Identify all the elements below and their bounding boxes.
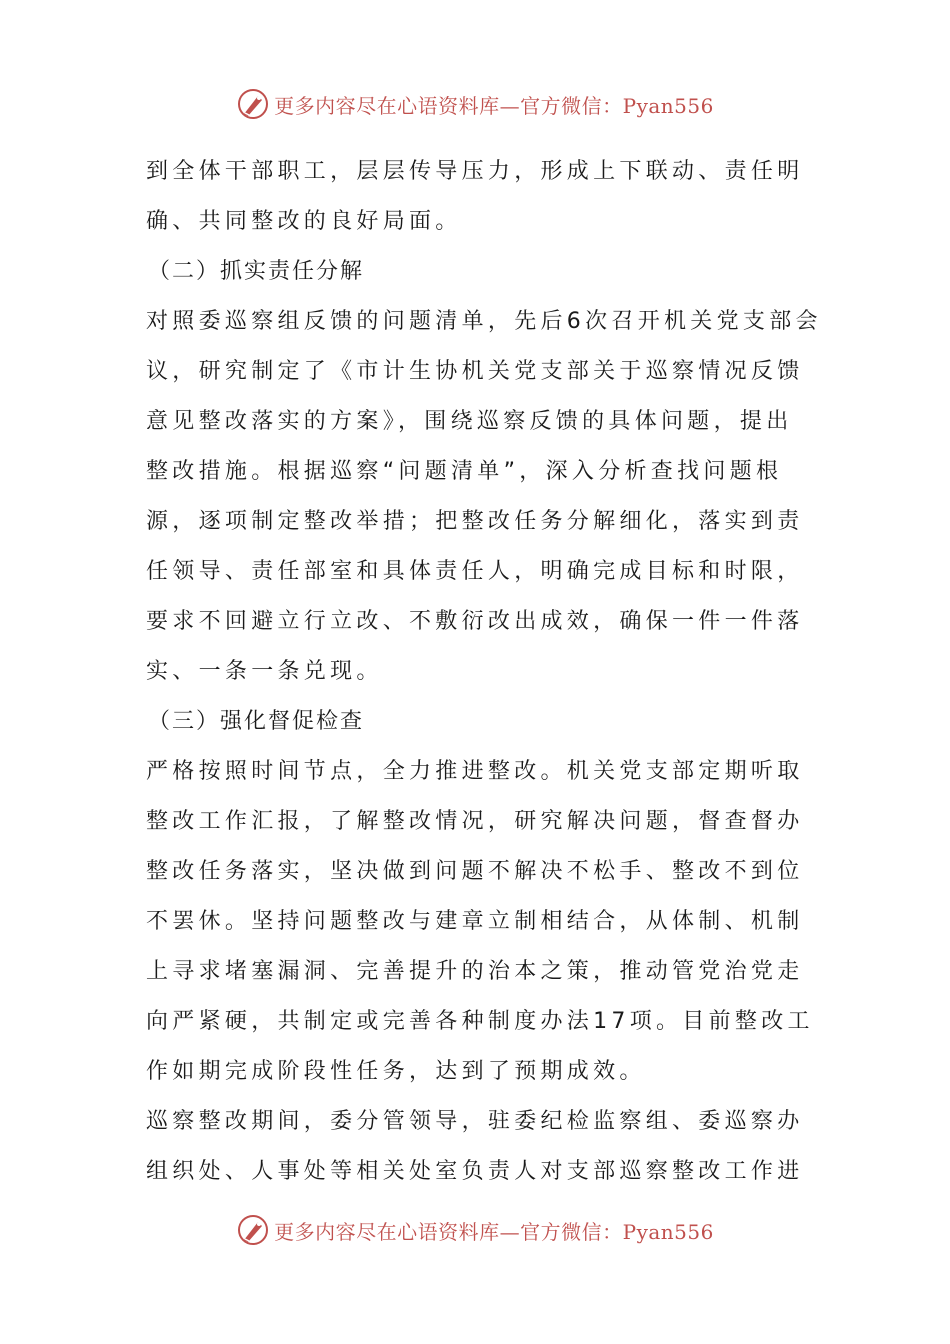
body-line: 整改措施。根据巡察“问题清单”，深入分析查找问题根 (146, 459, 783, 484)
body-line: 实、一条一条兑现。 (146, 659, 383, 684)
pen-nib-logo-icon (236, 1213, 270, 1247)
body-line: 议，研究制定了《市计生协机关党支部关于巡察情况反馈 (146, 359, 804, 384)
body-line: 整改工作汇报，了解整改情况，研究解决问题，督查督办 (146, 809, 804, 834)
section-heading: （三）强化督促检查 (148, 709, 365, 734)
pen-nib-logo-icon (236, 87, 270, 121)
document-body (146, 147, 822, 1197)
body-line: 不罢休。坚持问题整改与建章立制相结合，从体制、机制 (146, 909, 804, 934)
body-line: 意见整改落实的方案》，围绕巡察反馈的具体问题，提出 (146, 409, 793, 434)
body-line: 巡察整改期间，委分管领导，驻委纪检监察组、委巡察办 (146, 1109, 804, 1134)
body-line: 整改任务落实，坚决做到问题不解决不松手、整改不到位 (146, 859, 804, 884)
body-line: 组织处、人事处等相关处室负责人对支部巡察整改工作进 (146, 1159, 804, 1184)
body-line: 严格按照时间节点，全力推进整改。机关党支部定期听取 (146, 759, 804, 784)
section-heading: （二）抓实责任分解 (148, 259, 365, 284)
footer-banner-text: 更多内容尽在心语资料库—官方微信：Pyan556 (274, 1219, 714, 1244)
body-line: 要求不回避立行立改、不敷衍改出成效，确保一件一件落 (146, 609, 804, 634)
header-banner-text: 更多内容尽在心语资料库—官方微信：Pyan556 (274, 93, 714, 118)
body-line: 作如期完成阶段性任务，达到了预期成效。 (146, 1059, 646, 1084)
footer-banner (0, 1210, 950, 1250)
body-line: 到全体干部职工，层层传导压力，形成上下联动、责任明 (146, 159, 804, 184)
body-line: 对照委巡察组反馈的问题清单，先后6次召开机关党支部会 (146, 309, 822, 334)
body-line: 源，逐项制定整改举措；把整改任务分解细化，落实到责 (146, 509, 804, 534)
header-banner (0, 84, 950, 124)
body-line: 上寻求堵塞漏洞、完善提升的治本之策，推动管党治党走 (146, 959, 804, 984)
body-line: 确、共同整改的良好局面。 (146, 209, 462, 234)
body-line: 向严紧硬，共制定或完善各种制度办法17项。目前整改工 (146, 1009, 814, 1034)
body-line: 任领导、责任部室和具体责任人，明确完成目标和时限， (146, 559, 804, 584)
